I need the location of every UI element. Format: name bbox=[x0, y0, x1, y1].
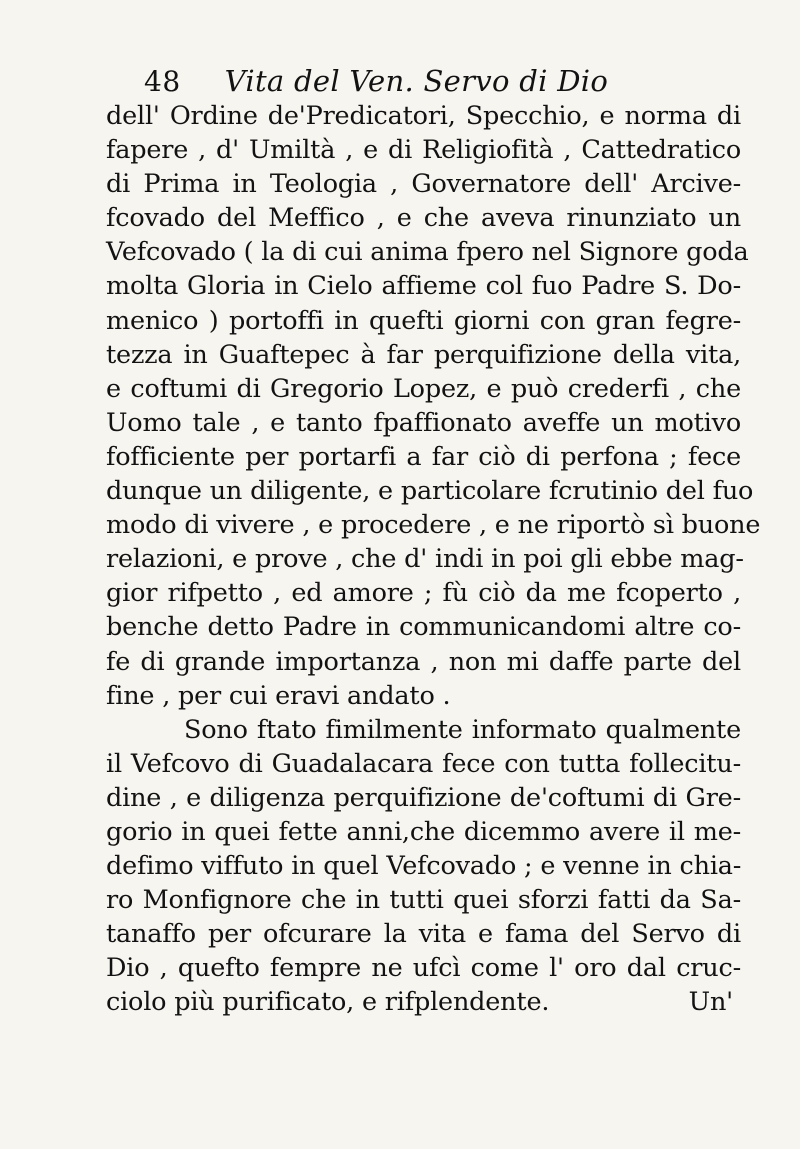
paragraph-first-line: Sono ftato fimilmente informato qualmente bbox=[184, 714, 741, 745]
text-line: fofficiente per portarfi a far ciò di perfona ; fece bbox=[106, 441, 741, 472]
text-line: fe di grande importanza , non mi daffe parte del bbox=[106, 646, 741, 677]
text-line: tanaffo per ofcurare la vita e fama del Servo di bbox=[106, 919, 741, 950]
running-head-title: Vita del Ven. Servo di Dio bbox=[224, 64, 609, 98]
running-head bbox=[144, 64, 664, 104]
text-line: Vefcovado ( la di cui anima fpero nel Signore goda bbox=[106, 237, 749, 268]
text-line: dunque un diligente, e particolare fcrutinio del fuo bbox=[106, 476, 754, 507]
text-line: fine , per cui eravi andato . bbox=[106, 680, 451, 711]
final-line bbox=[106, 985, 741, 1019]
body-text bbox=[106, 99, 761, 1020]
text-line: relazioni, e prove , che d' indi in poi gli ebbe mag- bbox=[106, 544, 744, 575]
text-line: Dio , quefto fempre ne ufcì come l' oro dal cruc- bbox=[106, 953, 741, 984]
text-line: modo di vivere , e procedere , e ne riportò sì buone bbox=[106, 510, 761, 541]
text-line: gior rifpetto , ed amore ; fù ciò da me fcoperto , bbox=[106, 578, 741, 609]
text-line: tezza in Guaftepec à far perquifizione della vita, bbox=[106, 339, 741, 370]
catchword: Un' bbox=[688, 987, 733, 1018]
text-line: ro Monfignore che in tutti quei sforzi fatti da Sa- bbox=[106, 885, 741, 916]
text-line: molta Gloria in Cielo affieme col fuo Padre S. Do- bbox=[106, 271, 741, 302]
text-line: gorio in quei fette anni,che dicemmo avere il me- bbox=[106, 816, 741, 847]
text-line: ciolo più purificato, e rifplendente. bbox=[106, 987, 550, 1018]
text-line: dine , e diligenza perquifizione de'coftumi di Gre- bbox=[106, 782, 741, 813]
text-line: dell' Ordine de'Predicatori, Specchio, e norma di bbox=[106, 101, 741, 131]
text-line: menico ) portoffi in quefti giorni con gran fegre- bbox=[106, 305, 741, 336]
text-line: benche detto Padre in communicandomi altre co- bbox=[106, 612, 741, 643]
page-number: 48 bbox=[144, 65, 181, 98]
text-line: defimo viffuto in quel Vefcovado ; e venne in chia- bbox=[106, 851, 742, 882]
text-line: fapere , d' Umiltà , e di Religiofità , Cattedratico bbox=[106, 135, 741, 166]
text-line: Uomo tale , e tanto fpaffionato aveffe un motivo bbox=[106, 407, 741, 438]
text-line: il Vefcovo di Guadalacara fece con tutta follecitu- bbox=[106, 748, 741, 779]
text-line: di Prima in Teologia , Governatore dell' Arcive- bbox=[106, 169, 741, 200]
text-line: e coftumi di Gregorio Lopez, e può crederfi , che bbox=[106, 373, 741, 404]
text-line: fcovado del Meffico , e che aveva rinunziato un bbox=[106, 203, 741, 234]
